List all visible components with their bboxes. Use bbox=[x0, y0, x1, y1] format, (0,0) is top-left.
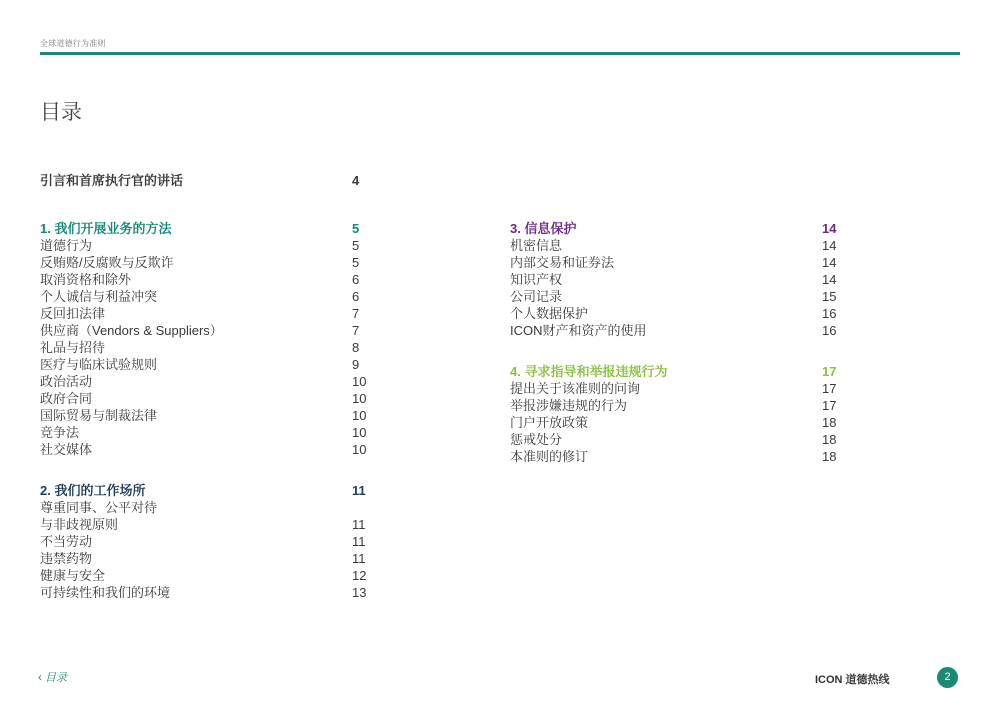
toc-entry-label: 违禁药物 bbox=[40, 551, 93, 566]
section-4-title: 4. 寻求指导和举报违规行为 bbox=[510, 364, 668, 379]
header-divider bbox=[40, 52, 960, 55]
section-1-page: 5 bbox=[352, 221, 360, 236]
toc-entry[interactable] bbox=[40, 254, 370, 271]
toc-entry-page: 10 bbox=[352, 391, 367, 406]
back-to-contents-label: 目录 bbox=[45, 672, 67, 684]
toc-entry-page: 5 bbox=[352, 255, 360, 270]
toc-entry-label: 内部交易和证券法 bbox=[510, 255, 615, 270]
toc-section-3 bbox=[510, 220, 840, 339]
toc-entry-label: 取消资格和除外 bbox=[40, 272, 132, 287]
toc-entry-label: 举报涉嫌违规的行为 bbox=[510, 398, 628, 413]
toc-entry[interactable] bbox=[40, 237, 370, 254]
toc-entry[interactable] bbox=[510, 254, 840, 271]
toc-entry-label: 提出关于该准则的问询 bbox=[510, 381, 641, 396]
toc-entry-label: 反贿赂/反腐败与反欺诈 bbox=[40, 255, 174, 270]
section-3-page: 14 bbox=[822, 221, 837, 236]
section-2-title: 2. 我们的工作场所 bbox=[40, 483, 146, 498]
toc-entry-label: 国际贸易与制裁法律 bbox=[40, 408, 158, 423]
toc-entry[interactable] bbox=[40, 305, 370, 322]
toc-section-1 bbox=[40, 220, 370, 458]
toc-entry[interactable] bbox=[510, 397, 840, 414]
toc-entry-page: 18 bbox=[822, 449, 837, 464]
toc-entry[interactable] bbox=[40, 533, 370, 550]
toc-entry-page: 10 bbox=[352, 425, 367, 440]
toc-entry-label: 知识产权 bbox=[510, 272, 563, 287]
toc-entry[interactable] bbox=[40, 424, 370, 441]
toc-entry-label: 个人诚信与利益冲突 bbox=[40, 289, 158, 304]
ethics-hotline-link[interactable]: ICON 道德热线 bbox=[815, 674, 890, 686]
toc-entry-label: 反回扣法律 bbox=[40, 306, 106, 321]
toc-entry[interactable] bbox=[510, 288, 840, 305]
toc-section-4 bbox=[510, 363, 840, 465]
toc-entry[interactable] bbox=[40, 271, 370, 288]
toc-entry[interactable] bbox=[40, 373, 370, 390]
toc-entry-label: 本准则的修订 bbox=[510, 449, 589, 464]
toc-entry-label: 可持续性和我们的环境 bbox=[40, 585, 171, 600]
toc-entry-label: 竞争法 bbox=[40, 425, 80, 440]
toc-entry-page: 14 bbox=[822, 238, 837, 253]
toc-entry-page: 12 bbox=[352, 568, 367, 583]
toc-section-4-heading[interactable] bbox=[510, 363, 840, 380]
toc-entry[interactable] bbox=[40, 516, 370, 533]
section-1-title: 1. 我们开展业务的方法 bbox=[40, 221, 172, 236]
toc-entry-label: 门户开放政策 bbox=[510, 415, 589, 430]
section-3-title: 3. 信息保护 bbox=[510, 221, 577, 236]
toc-left-column bbox=[40, 172, 370, 189]
toc-entry-page: 5 bbox=[352, 238, 360, 253]
toc-entry-page: 6 bbox=[352, 289, 360, 304]
toc-entry-page: 9 bbox=[352, 357, 360, 372]
toc-entry-page: 15 bbox=[822, 289, 837, 304]
toc-entry-label: 健康与安全 bbox=[40, 568, 106, 583]
back-to-contents-link[interactable] bbox=[38, 669, 67, 685]
toc-entry-page: 6 bbox=[352, 272, 360, 287]
chevron-left-icon: ‹ bbox=[38, 670, 42, 684]
toc-entry-page: 10 bbox=[352, 442, 367, 457]
toc-entry-label: 机密信息 bbox=[510, 238, 563, 253]
toc-entry-label: 惩戒处分 bbox=[510, 432, 563, 447]
toc-entry-page: 16 bbox=[822, 306, 837, 321]
toc-section-2-heading[interactable] bbox=[40, 482, 370, 499]
toc-entry-page: 14 bbox=[822, 255, 837, 270]
toc-entry[interactable] bbox=[40, 356, 370, 373]
toc-entry[interactable] bbox=[510, 305, 840, 322]
document-title: 全球道德行为准则 bbox=[40, 39, 106, 48]
toc-entry-page: 11 bbox=[352, 517, 366, 532]
toc-entry-label: 礼品与招待 bbox=[40, 340, 106, 355]
toc-entry[interactable] bbox=[40, 567, 370, 584]
toc-entry-label: 社交媒体 bbox=[40, 442, 93, 457]
toc-entry[interactable] bbox=[40, 390, 370, 407]
toc-entry-label: ICON财产和资产的使用 bbox=[510, 323, 647, 338]
toc-entry-label: 医疗与临床试验规则 bbox=[40, 357, 158, 372]
toc-entry-page: 11 bbox=[352, 534, 366, 549]
toc-entry-page: 18 bbox=[822, 432, 837, 447]
toc-entry-label: 个人数据保护 bbox=[510, 306, 589, 321]
toc-entry-label: 与非歧视原则 bbox=[40, 517, 119, 532]
toc-entry[interactable] bbox=[510, 271, 840, 288]
toc-intro-entry[interactable] bbox=[40, 172, 370, 189]
toc-entry[interactable] bbox=[40, 407, 370, 424]
toc-entry-label: 政府合同 bbox=[40, 391, 93, 406]
toc-entry[interactable] bbox=[510, 237, 840, 254]
toc-entry-label: 道德行为 bbox=[40, 238, 93, 253]
toc-entry[interactable] bbox=[510, 431, 840, 448]
toc-section-3-heading[interactable] bbox=[510, 220, 840, 237]
toc-entry-label: 公司记录 bbox=[510, 289, 563, 304]
toc-entry[interactable] bbox=[40, 499, 370, 516]
toc-entry-page: 8 bbox=[352, 340, 360, 355]
toc-entry-page: 18 bbox=[822, 415, 837, 430]
toc-section-2 bbox=[40, 482, 370, 601]
toc-entry-page: 17 bbox=[822, 381, 837, 396]
toc-entry-label: 不当劳动 bbox=[40, 534, 93, 549]
toc-entry[interactable] bbox=[40, 288, 370, 305]
section-4-page: 17 bbox=[822, 364, 837, 379]
toc-intro-page: 4 bbox=[352, 173, 360, 188]
toc-entry-page: 7 bbox=[352, 306, 360, 321]
toc-entry-page: 14 bbox=[822, 272, 837, 287]
toc-entry-page: 16 bbox=[822, 323, 837, 338]
page-number-badge: 2 bbox=[937, 667, 958, 688]
toc-section-1-heading[interactable] bbox=[40, 220, 370, 237]
section-2-page: 11 bbox=[352, 483, 366, 498]
toc-entry[interactable] bbox=[40, 339, 370, 356]
toc-entry[interactable] bbox=[40, 584, 370, 601]
toc-entry[interactable] bbox=[40, 550, 370, 567]
toc-entry-label: 供应商（Vendors & Suppliers） bbox=[40, 323, 223, 338]
toc-entry-label: 政治活动 bbox=[40, 374, 93, 389]
toc-entry[interactable] bbox=[510, 448, 840, 465]
toc-entry-page: 13 bbox=[352, 585, 367, 600]
toc-entry-page: 10 bbox=[352, 408, 367, 423]
toc-entry[interactable] bbox=[510, 322, 840, 339]
toc-intro-label: 引言和首席执行官的讲话 bbox=[40, 173, 184, 188]
toc-entry[interactable] bbox=[510, 380, 840, 397]
page-title: 目录 bbox=[40, 101, 82, 124]
toc-entry[interactable] bbox=[40, 441, 370, 458]
toc-entry[interactable] bbox=[40, 322, 370, 339]
toc-entry[interactable] bbox=[510, 414, 840, 431]
toc-entry-page: 10 bbox=[352, 374, 367, 389]
toc-entry-label: 尊重同事、公平对待 bbox=[40, 500, 158, 515]
toc-entry-page: 17 bbox=[822, 398, 837, 413]
toc-entry-page: 7 bbox=[352, 323, 360, 338]
toc-entry-page: 11 bbox=[352, 551, 366, 566]
